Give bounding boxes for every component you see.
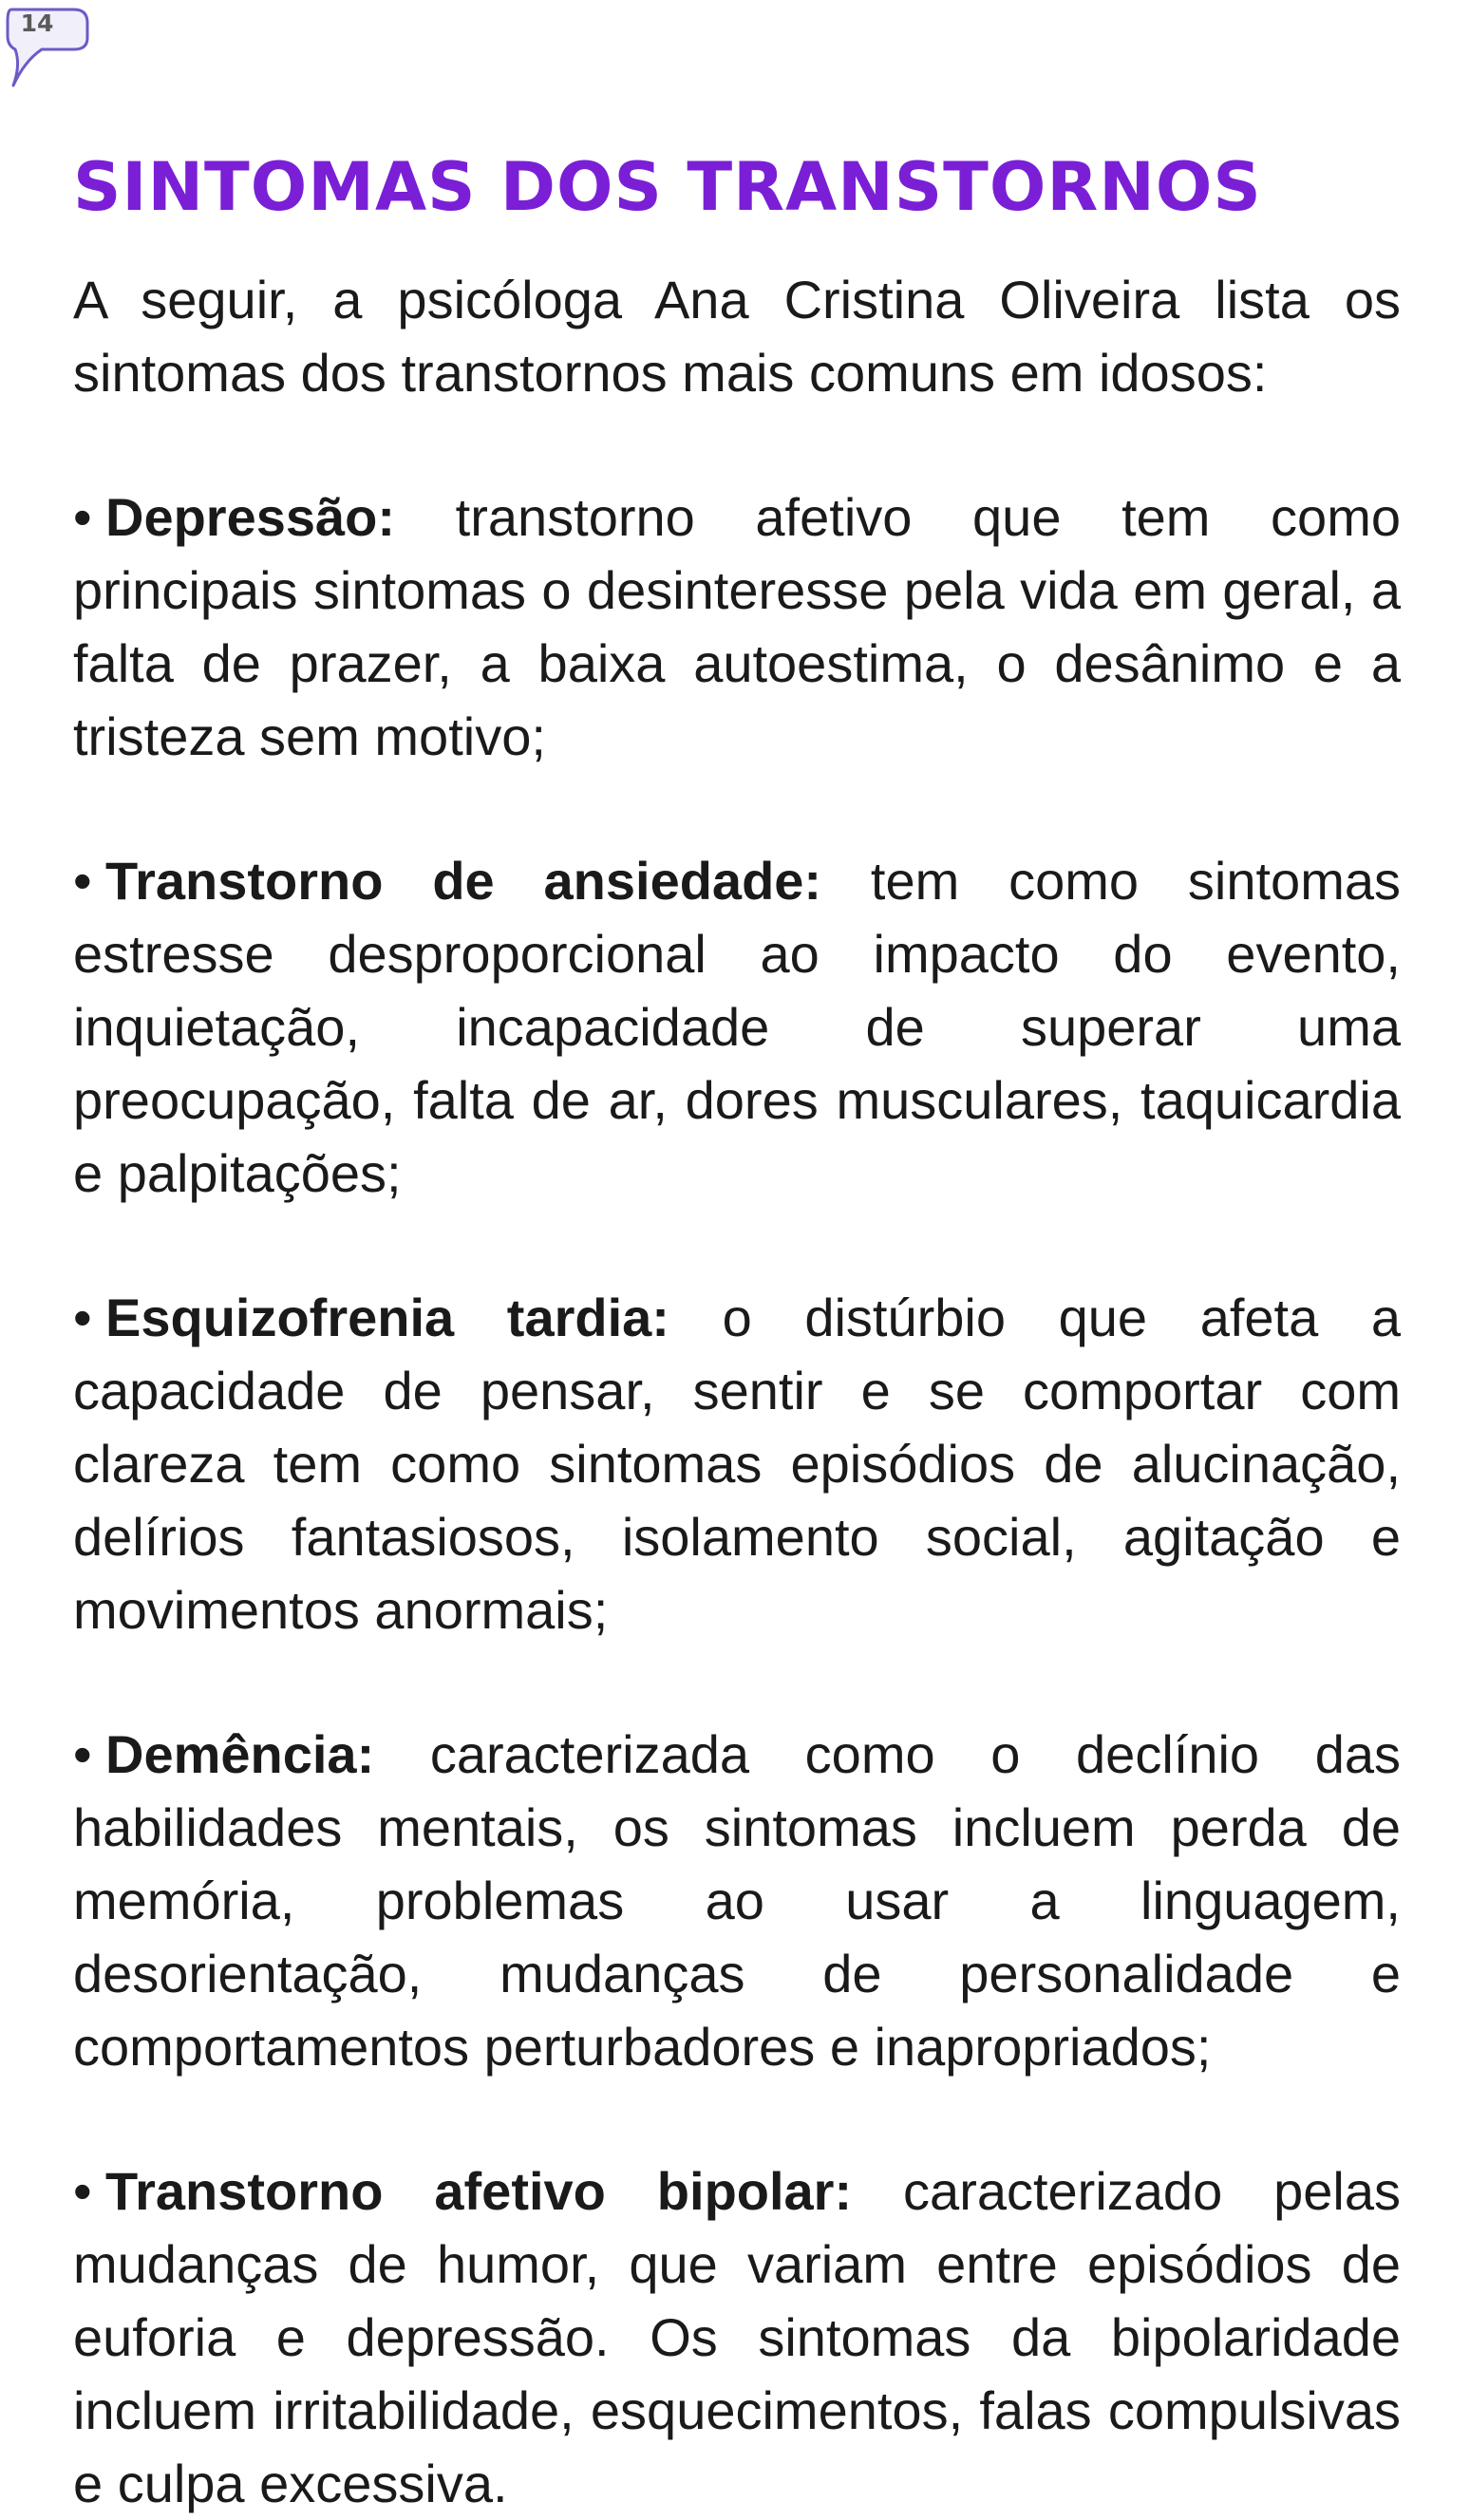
- bullet-icon: •: [73, 1288, 92, 1347]
- item-description: caracterizado pelas mudanças de humor, que variam entre episódios de euforia e depressão. Os sintomas da bipolaridade incluem irritabilidade, esquecimentos, falas compulsivas e culpa excessiva.: [73, 2161, 1401, 2513]
- intro-paragraph: A seguir, a psicóloga Ana Cristina Oliveira lista os sintomas dos transtornos mais comuns em idosos:: [73, 270, 1401, 403]
- section-heading: SINTOMAS DOS TRANSTORNOS: [73, 148, 1262, 226]
- bullet-icon: •: [73, 2161, 92, 2221]
- bullet-icon: •: [73, 851, 92, 911]
- item-term: Transtorno afetivo bipolar:: [105, 2161, 853, 2221]
- item-description: tem como sintomas estresse desproporcional ao impacto do evento, inquietação, incapacidade de superar uma preocupação, falta de ar, dores musculares, taquicardia e palpitações;: [73, 851, 1401, 1203]
- symptom-item-bipolar: [73, 2154, 1401, 2520]
- symptom-item-ansiedade: [73, 844, 1401, 1210]
- item-description: transtorno afetivo que tem como principais sintomas o desinteresse pela vida em geral, a falta de prazer, a baixa autoestima, o desânimo e a tristeza sem motivo;: [73, 487, 1401, 766]
- item-term: Esquizofrenia tardia:: [105, 1288, 669, 1347]
- bullet-icon: •: [73, 487, 92, 547]
- symptom-item-esquizofrenia: [73, 1281, 1401, 1646]
- item-term: Depressão:: [105, 487, 396, 547]
- item-term: Demência:: [105, 1724, 375, 1784]
- symptom-item-demencia: [73, 1718, 1401, 2083]
- item-description: caracterizada como o declínio das habilidades mentais, os sintomas incluem perda de memória, problemas ao usar a linguagem, desorientação, mudanças de personalidade e comportamentos perturbadores e inapropriados;: [73, 1724, 1401, 2077]
- item-description: o distúrbio que afeta a capacidade de pensar, sentir e se comportar com clareza tem como sintomas episódios de alucinação, delírios fantasiosos, isolamento social, agitação e movimentos anormais;: [73, 1288, 1402, 1640]
- article: [73, 142, 1401, 2520]
- item-term: Transtorno de ansiedade:: [105, 851, 822, 911]
- page-number: 14: [20, 9, 54, 37]
- symptom-item-depressao: [73, 480, 1401, 773]
- bullet-icon: •: [73, 1724, 92, 1784]
